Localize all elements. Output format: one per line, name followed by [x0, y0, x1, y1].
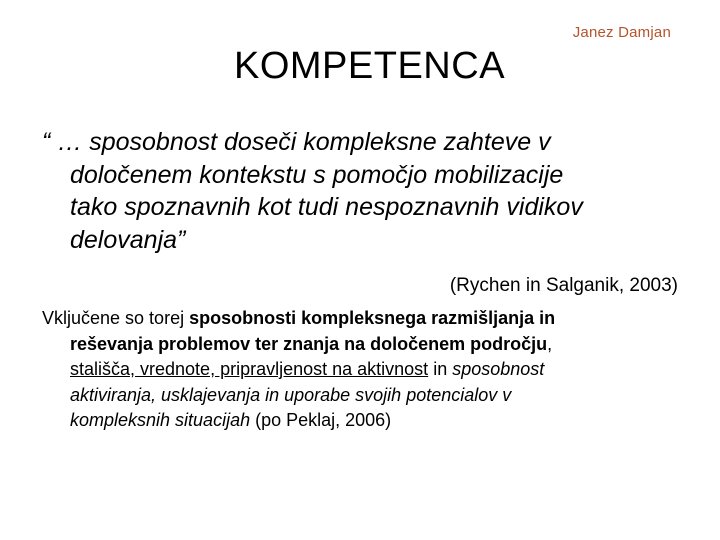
- italic-phrase: kompleksnih situacijah: [70, 410, 251, 430]
- bold-phrase: reševanja problemov ter znanja na določenem področju: [70, 333, 548, 354]
- italic-phrase: aktiviranja, usklajevanja in uporabe svojih potencialov v: [70, 384, 512, 405]
- body-paragraph: [42, 306, 682, 434]
- bold-phrase: sposobnosti kompleksnega razmišljanja in: [189, 308, 556, 328]
- italic-phrase: sposobnost: [452, 359, 545, 379]
- body-text: Vključene so torej: [42, 308, 190, 328]
- quote-citation: (Rychen in Salganik, 2003): [449, 275, 678, 296]
- body-text: in: [428, 359, 453, 379]
- body-line: [42, 357, 682, 383]
- quote-line: “ … sposobnost doseči kompleksne zahteve v: [42, 128, 551, 156]
- body-text: (po Peklaj, 2006): [250, 410, 392, 430]
- underlined-phrase: stališča, vrednote, pripravljenost na aktivnost: [70, 359, 429, 379]
- author-label: Janez Damjan: [572, 24, 671, 41]
- slide-title: KOMPETENCA: [234, 45, 506, 87]
- body-line: [42, 332, 682, 358]
- quote-line: delovanja”: [70, 225, 186, 254]
- definition-quote: [42, 126, 692, 256]
- body-line: [42, 383, 682, 409]
- quote-line: tako spoznavnih kot tudi nespoznavnih vidikov: [70, 193, 583, 221]
- body-text: ,: [547, 333, 553, 354]
- body-line: [42, 306, 682, 332]
- body-line: [42, 408, 682, 434]
- quote-line: določenem kontekstu s pomočjo mobilizacije: [70, 160, 564, 189]
